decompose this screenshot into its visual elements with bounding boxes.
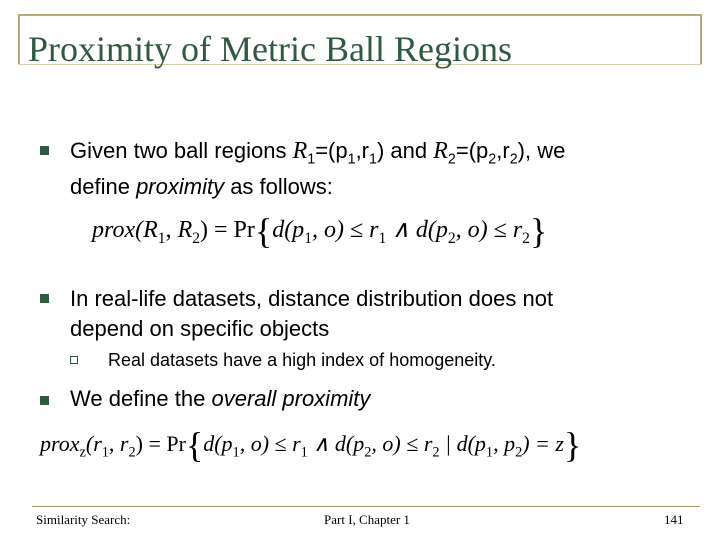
title-frame-left: [18, 14, 20, 64]
formula-1-r1-sub: 1: [157, 229, 166, 247]
bullet-3-emphasis: overall proximity: [211, 386, 371, 411]
region-r1-sub: 1: [307, 151, 316, 168]
formula-2-close-brace: }: [563, 425, 582, 465]
region-r2-comma: ,r: [496, 138, 510, 163]
title-frame-top: [18, 14, 702, 16]
formula-1-body-2: , o) ≤ r: [311, 217, 379, 243]
bullet-3-line: [70, 384, 370, 414]
formula-2-r1-sub: 1: [300, 444, 308, 461]
formula-1-p1-sub: 1: [304, 229, 312, 247]
formula-2-p2-sub: 2: [364, 444, 372, 461]
formula-2-body-3: , o) ≤ r: [371, 431, 433, 456]
formula-1-lhs: prox(: [92, 217, 144, 243]
formula-2-r2-sub: 2: [432, 444, 440, 461]
bullet-1-line-1: [70, 136, 565, 174]
bullet-1-line2-suffix: as follows:: [224, 174, 333, 199]
formula-2-lhs: prox: [40, 431, 80, 456]
formula-1-body-3: , o) ≤ r: [455, 217, 523, 243]
bullet-1-line2-prefix: define: [70, 174, 137, 199]
region-r1-close: ) and: [376, 138, 434, 163]
formula-1-open-brace: {: [254, 211, 273, 251]
footer-center: Part I, Chapter 1: [324, 512, 410, 527]
formula-2-body-2: , o) ≤ r: [239, 431, 301, 456]
formula-1-p2-sub: 2: [447, 229, 456, 247]
bullet-1-emphasis: proximity: [136, 174, 225, 199]
region-r2-r-sub: 2: [509, 151, 518, 168]
title-frame-right: [700, 14, 702, 64]
bullet-2-marker: [40, 294, 49, 303]
region-r2-sub: 2: [447, 151, 456, 168]
region-r1-comma: ,r: [355, 138, 370, 163]
formula-2-and: ∧ d(p: [307, 431, 365, 456]
sub-bullet-marker: [70, 356, 78, 364]
formula-1-mid: ,: [165, 217, 178, 243]
formula-1-and: ∧ d(p: [386, 217, 448, 243]
formula-2-body-1: d(p: [203, 431, 233, 456]
formula-2-args-mid: , r: [108, 431, 129, 456]
formula-2-z-sub: z: [79, 444, 86, 461]
footer-divider: [32, 506, 700, 507]
bullet-1-prefix: Given two ball regions: [70, 138, 293, 163]
bullet-3-marker: [40, 396, 49, 405]
formula-2-given-2: , p: [493, 431, 516, 456]
formula-1-eq: ) = Pr: [200, 217, 255, 243]
formula-1-r2-sub: 2: [192, 229, 201, 247]
formula-1-r1s-sub: 1: [378, 229, 387, 247]
region-r1-args: =(p: [315, 138, 348, 163]
formula-1-r1: R: [143, 217, 158, 243]
formula-1-close-brace: }: [529, 211, 548, 251]
proximity-formula: [92, 210, 547, 252]
formula-1-r2: R: [177, 217, 193, 243]
formula-2-g2-sub: 2: [515, 444, 523, 461]
region-r1-symbol: R: [292, 138, 308, 164]
formula-2-eq: ) = Pr: [135, 431, 186, 456]
formula-2-eqz: ) = z: [522, 431, 564, 456]
formula-2-args: (r: [85, 431, 102, 456]
region-r2-close: ), we: [517, 138, 566, 163]
formula-2-g1-sub: 1: [485, 444, 494, 461]
formula-2-given: | d(p: [439, 431, 486, 456]
region-r2-args: =(p: [455, 138, 489, 163]
formula-2-a2-sub: 2: [128, 444, 136, 461]
formula-1-r2s-sub: 2: [522, 229, 530, 247]
region-r1-p-sub: 1: [347, 151, 356, 168]
region-r1-r-sub: 1: [369, 151, 377, 168]
formula-2-a1-sub: 1: [101, 444, 109, 461]
formula-2-open-brace: {: [185, 425, 204, 465]
sub-bullet-text: Real datasets have a high index of homogeneity.: [108, 350, 496, 370]
region-r2-symbol: R: [433, 138, 448, 164]
footer-left: Similarity Search:: [36, 512, 131, 527]
region-r2-p-sub: 2: [488, 151, 497, 168]
overall-proximity-formula: [40, 424, 581, 466]
bullet-2-line-1: In real-life datasets, distance distribution does not: [70, 286, 554, 311]
bullet-1-marker: [40, 146, 49, 155]
formula-1-body-1: d(p: [272, 217, 305, 243]
slide-title: Proximity of Metric Ball Regions: [28, 29, 512, 69]
bullet-3-prefix: We define the: [70, 386, 212, 411]
bullet-2-line-2: depend on specific objects: [70, 316, 330, 341]
formula-2-p1-sub: 1: [232, 444, 240, 461]
footer-page-number: 141: [664, 512, 684, 527]
bullet-1-line-2: [70, 172, 333, 202]
